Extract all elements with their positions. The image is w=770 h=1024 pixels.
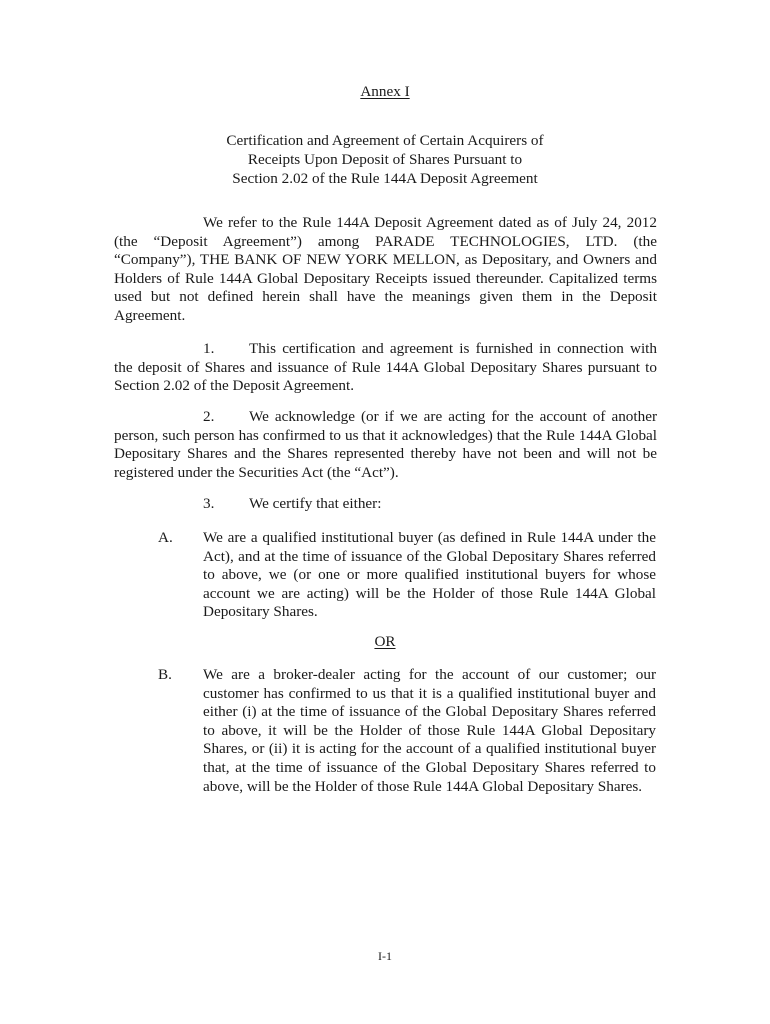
page-number: I-1 [378,949,392,963]
intro-paragraph [114,214,657,326]
numbered-paragraph-1 [114,340,657,396]
intro-paragraph-text: We refer to the Rule 144A Deposit Agreement dated as of July 24, 2012 (the “Deposit Agreement”) among PARADE TECHNOLOGIES, LTD. (the “Company”), THE BANK OF NEW YORK MELLON, as Depositary, and Owners and Holders of Rule 144A Global Depositary Receipts issued thereunder. Capitalized terms used but not defined herein shall have the meanings given them in the Deposit Agreement. [114,214,657,324]
option-text: We are a qualified institutional buyer (as defined in Rule 144A under the Act), and at the time of issuance of the Global Depositary Shares referred to above, we (or one or more qualified institutional buyers for whose account we are acting) will be the Holder of those Rule 144A Global Depositary Shares. [203,529,656,621]
certification-title-line: Certification and Agreement of Certain Acquirers of [226,132,544,149]
numbered-paragraph-2 [114,408,657,482]
option-letter: B. [158,666,172,683]
option-letter: A. [158,529,173,546]
paragraph-number: 3. [203,495,215,512]
option-text: We are a broker-dealer acting for the account of our customer; our customer has confirmed to us that it is a qualified institutional buyer and either (i) at the time of issuance of the Global Depositary Shares referred to above, it will be the Holder of those Rule 144A Global Depositary Shares, or (ii) it is acting for the account of a qualified institutional buyer that, at the time of issuance of the Global Depositary Shares referred to above, will be the Holder of those Rule 144A Global Depositary Shares. [203,666,656,795]
certification-title-line: Receipts Upon Deposit of Shares Pursuant to [247,151,523,168]
paragraph-text: We certify that either: [249,495,382,512]
or-separator: OR [374,633,396,650]
paragraph-number: 1. [203,340,215,357]
paragraph-text: This certification and agreement is furnished in connection with the deposit of Shares and issuance of Rule 144A Global Depositary Shares pursuant to Section 2.02 of the Deposit Agreement. [114,340,657,395]
paragraph-text: We acknowledge (or if we are acting for the account of another person, such person has confirmed to us that it acknowledges) that the Rule 144A Global Depositary Shares and the Shares represented thereby have not been and will not be registered under the Securities Act (the “Act”). [114,408,657,481]
certification-title-line: Section 2.02 of the Rule 144A Deposit Agreement [232,170,538,187]
numbered-paragraph-3 [203,495,381,514]
annex-title: Annex I [360,83,410,100]
paragraph-number: 2. [203,408,215,425]
certification-title [0,131,770,188]
